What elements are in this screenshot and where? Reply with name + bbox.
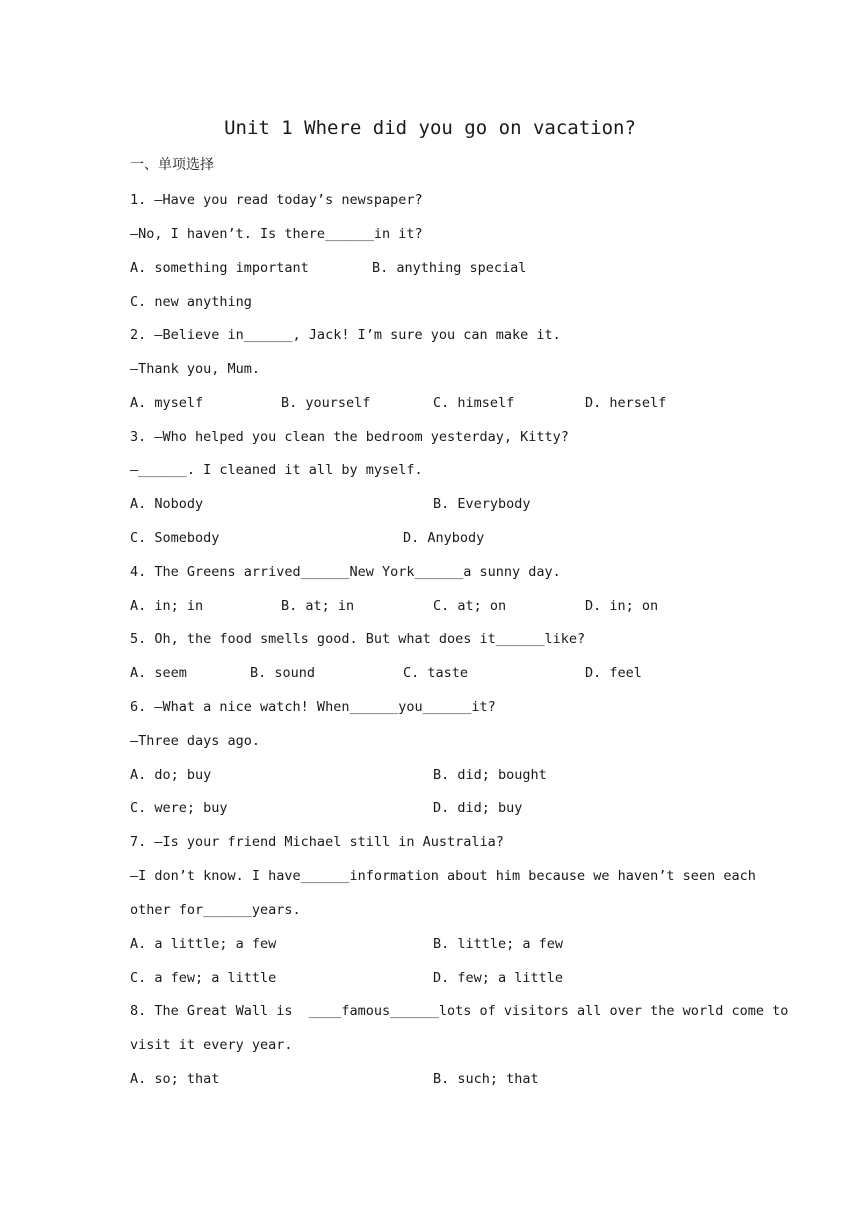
question-4-stem: 4. The Greens arrived______New York______a sunny day. [130, 564, 561, 580]
question-5-option-b: B. sound [250, 665, 316, 681]
question-3-option-c: C. Somebody [130, 530, 220, 546]
question-6-option-a: A. do; buy [130, 767, 212, 783]
question-6-option-d: D. did; buy [433, 800, 523, 816]
question-7-option-a: A. a little; a few [130, 936, 277, 952]
question-3-stem: 3. —Who helped you clean the bedroom yesterday, Kitty? [130, 429, 569, 445]
question-4-option-a: A. in; in [130, 598, 204, 614]
question-3-option-b: B. Everybody [433, 496, 531, 512]
question-3-option-d: D. Anybody [403, 530, 485, 546]
question-1-option-c: C. new anything [130, 294, 252, 310]
question-5-stem: 5. Oh, the food smells good. But what does it______like? [130, 631, 586, 647]
question-2-reply: —Thank you, Mum. [130, 361, 261, 377]
question-2-stem: 2. —Believe in______, Jack! I’m sure you can make it. [130, 327, 561, 343]
question-1-stem: 1. —Have you read today’s newspaper? [130, 192, 423, 208]
question-4-option-c: C. at; on [433, 598, 507, 614]
question-2-option-a: A. myself [130, 395, 204, 411]
question-2-option-d: D. herself [585, 395, 667, 411]
question-6-option-b: B. did; bought [433, 767, 547, 783]
question-4-option-d: D. in; on [585, 598, 659, 614]
question-4-option-b: B. at; in [281, 598, 355, 614]
question-2-option-c: C. himself [433, 395, 515, 411]
question-3-option-a: A. Nobody [130, 496, 204, 512]
question-7-reply-line-1: —I don’t know. I have______information about him because we haven’t seen each [130, 868, 756, 884]
question-7-option-b: B. little; a few [433, 936, 564, 952]
question-1-reply: —No, I haven’t. Is there______in it? [130, 226, 423, 242]
question-6-reply: —Three days ago. [130, 733, 261, 749]
question-8-stem-line-2: visit it every year. [130, 1037, 293, 1053]
question-7-option-c: C. a few; a little [130, 970, 277, 986]
question-1-option-a: A. something important [130, 260, 309, 276]
question-7-stem: 7. —Is your friend Michael still in Australia? [130, 834, 504, 850]
question-1-option-b: B. anything special [372, 260, 527, 276]
question-7-reply-line-2: other for______years. [130, 902, 301, 918]
question-3-reply: —______. I cleaned it all by myself. [130, 462, 423, 478]
question-5-option-a: A. seem [130, 665, 187, 681]
question-2-option-b: B. yourself [281, 395, 371, 411]
question-5-option-d: D. feel [585, 665, 642, 681]
question-6-option-c: C. were; buy [130, 800, 228, 816]
question-8-option-a: A. so; that [130, 1071, 220, 1087]
question-8-stem-line-1: 8. The Great Wall is ____famous______lots of visitors all over the world come to [130, 1003, 789, 1019]
section-heading: 一、单项选择 [130, 157, 214, 173]
question-8-option-b: B. such; that [433, 1071, 539, 1087]
question-5-option-c: C. taste [403, 665, 469, 681]
page-title: Unit 1 Where did you go on vacation? [224, 117, 636, 139]
question-7-option-d: D. few; a little [433, 970, 564, 986]
question-6-stem: 6. —What a nice watch! When______you______it? [130, 699, 496, 715]
